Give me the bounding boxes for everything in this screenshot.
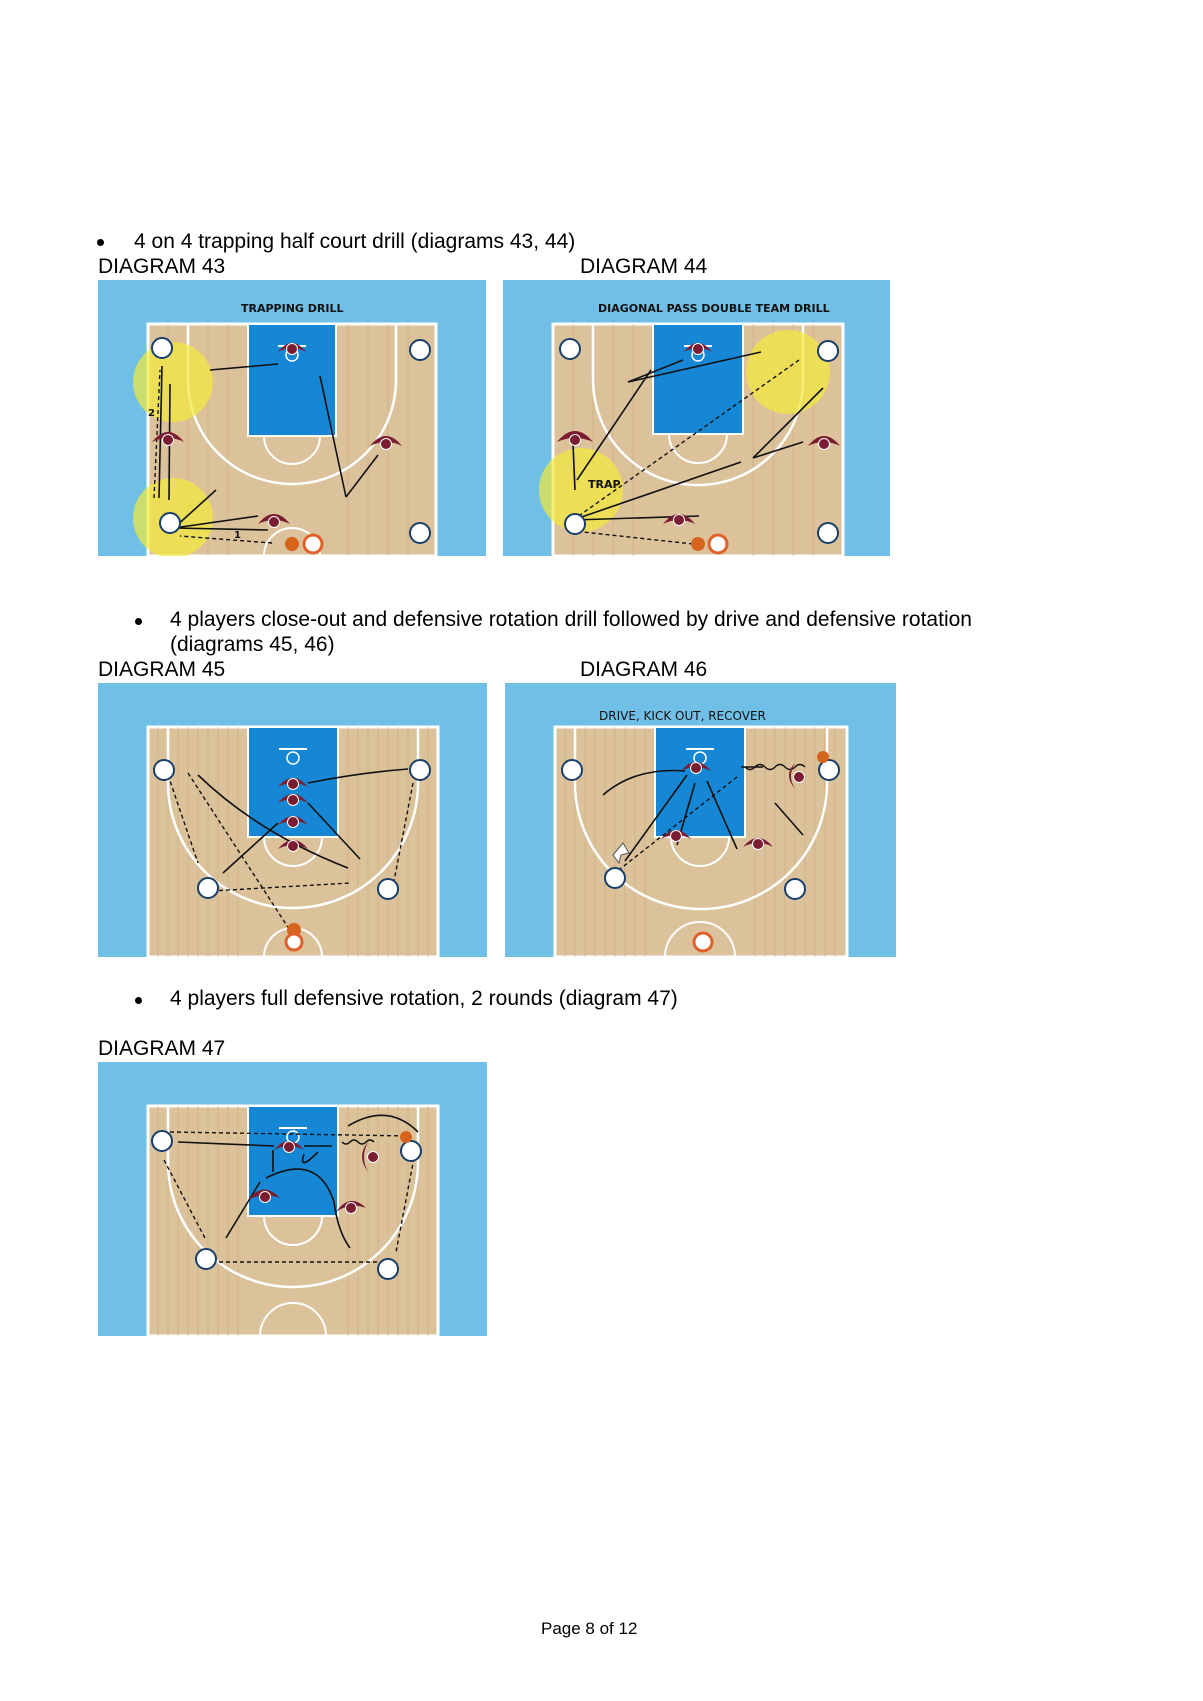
ball: [285, 537, 299, 551]
offense-player-5: [819, 760, 839, 780]
offense-player-4: [154, 760, 174, 780]
coach: [709, 535, 727, 553]
bullet-text: 4 on 4 trapping half court drill (diagrams 43, 44): [134, 230, 576, 253]
offense-player-1: [196, 1249, 216, 1269]
annotation-1: 1: [234, 530, 241, 541]
offense-player-5: [401, 1141, 421, 1161]
diagram-43-court: [98, 280, 486, 556]
offense-player-4: [560, 339, 580, 359]
bullet-dot: [135, 997, 142, 1004]
offense-player-2: [565, 514, 585, 534]
ball: [817, 751, 829, 763]
offense-player-1: [605, 868, 625, 888]
diagram-47-court: [98, 1062, 487, 1336]
offense-player-2: [378, 879, 398, 899]
offense-player-4: [562, 760, 582, 780]
offense-player-1: [818, 523, 838, 543]
ball: [400, 1131, 412, 1143]
page-footer: Page 8 of 12: [541, 1619, 638, 1638]
diagram-46-court: [505, 683, 896, 957]
offense-player-2: [785, 879, 805, 899]
diagram-label: DIAGRAM 43: [98, 255, 226, 278]
bullet-dot: [135, 618, 142, 625]
offense-player-2: [378, 1259, 398, 1279]
diagram-44-court: [503, 280, 890, 556]
bullet-text: 4 players close-out and defensive rotation drill followed by drive and defensive rotation: [170, 608, 972, 631]
diagram-label: DIAGRAM 47: [98, 1037, 226, 1060]
offense-player-4: [152, 1131, 172, 1151]
offense-player-1: [410, 523, 430, 543]
offense-player-3: [818, 341, 838, 361]
annotation-2: 2: [148, 408, 155, 419]
ball: [691, 537, 705, 551]
offense-player-4: [152, 338, 172, 358]
diagram-label: DIAGRAM 44: [580, 255, 708, 278]
bullet-text: 4 players full defensive rotation, 2 rounds (diagram 47): [170, 987, 678, 1010]
diagram-title: DRIVE, KICK OUT, RECOVER: [599, 709, 766, 723]
diagram-title: DIAGONAL PASS DOUBLE TEAM DRILL: [598, 302, 830, 315]
bullet-text-continued: (diagrams 45, 46): [170, 633, 335, 656]
diagram-label: DIAGRAM 45: [98, 658, 226, 681]
offense-player-2: [160, 513, 180, 533]
offense-player-3: [410, 340, 430, 360]
annotation-trap: TRAP: [588, 478, 621, 491]
coach: [286, 934, 302, 950]
diagram-label: DIAGRAM 46: [580, 658, 708, 681]
coach: [304, 535, 322, 553]
diagram-title: TRAPPING DRILL: [241, 302, 344, 315]
coach: [694, 933, 712, 951]
diagram-45-court: [98, 683, 487, 957]
bullet-dot: [97, 239, 104, 246]
offense-player-1: [198, 878, 218, 898]
offense-player-5: [410, 760, 430, 780]
